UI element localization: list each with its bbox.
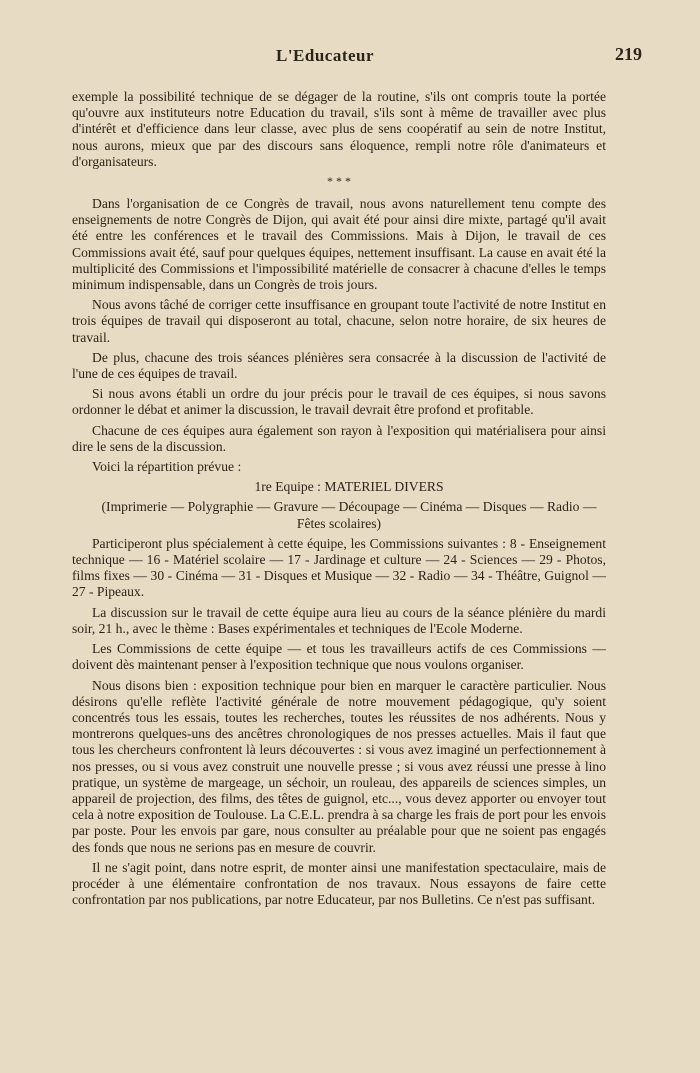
paragraph-4: De plus, chacune des trois séances plénières sera consacrée à la discussion de l'activité de l'une de ces équipes de travail. (72, 349, 606, 382)
page-header (0, 40, 700, 70)
paragraph-7: Voici la répartition prévue : (92, 459, 242, 475)
paragraph-12: Il ne s'agit point, dans notre esprit, de monter ainsi une manifestation spectaculaire, mais de procéder à une élémentaire confrontation de nos travaux. Nous essayons de faire cette confrontation par nos publications, par notre Educateur, par nos Bulletins. Ce n'est pas suffisant. (72, 859, 606, 908)
section-separator: * * * (327, 174, 351, 189)
paragraph-8: Participeront plus spécialement à cette équipe, les Commissions suivantes : 8 - Enseignement technique — 16 - Matériel scolaire — 17 - Jardinage et culture — 24 - Sciences — 29 - Photos, films fixes — 30 - Cinéma — 31 - Disques et Musique — 32 - Radio — 34 - Théâtre, Guignol — 27 - Pipeaux. (72, 535, 606, 600)
equipe-subheading: (Imprimerie — Polygraphie — Gravure — Découpage — Cinéma — Disques — Radio — Fêtes scolaires) (101, 499, 597, 531)
paragraph-6: Chacune de ces équipes aura également son rayon à l'exposition qui matérialisera pour ainsi dire le sens de la discussion. (72, 422, 606, 454)
journal-title: L'Educateur (276, 46, 375, 65)
paragraph-3: Nous avons tâché de corriger cette insuffisance en groupant toute l'activité de notre Institut en trois équipes de travail qui disposeront au total, chacune, selon notre horaire, de six heures de travail. (72, 297, 606, 345)
paragraph-5: Si nous avons établi un ordre du jour précis pour le travail de ces équipes, si nous savons ordonner le débat et animer la discussion, le travail devrait être profond et profitable. (72, 386, 606, 418)
equipe-heading: 1re Equipe : MATERIEL DIVERS (254, 479, 444, 495)
paragraph-9: La discussion sur le travail de cette équipe aura lieu au cours de la séance plénière du mardi soir, 21 h., avec le thème : Bases expérimentales et techniques de l'Ecole Moderne. (72, 604, 606, 636)
paragraph-2: Dans l'organisation de ce Congrès de travail, nous avons naturellement tenu compte des enseignements de notre Congrès de Dijon, qui avait été pour ainsi dire mixte, partagé qu'il avait été entre les conférences et le travail des Commissions. Mais à Dijon, le travail de ces Commissions avait été, sauf pour quelques équipes, nettement insuffisant. La cause en avait été la multiplicité des Commissions et l'impossibilité matérielle de consacrer à chacune d'elles le temps minimum indispensable, dans un Congrès de trois jours. (72, 196, 606, 293)
paragraph-1: exemple la possibilité technique de se dégager de la routine, s'ils ont compris toute la portée qu'ouvre aux instituteurs notre Education du travail, s'ils sont à même de travailler avec plus d'intérêt et d'efficience dans leur classe, avec plus de sens coopératif au sein de notre Institut, nous aurons, mieux que par des discours sans éloquence, rempli notre rôle d'animateurs et d'organisateurs. (72, 89, 606, 169)
paragraph-11: Nous disons bien : exposition technique pour bien en marquer le caractère particulier. Nous désirons qu'elle reflète l'activité générale de notre mouvement pédagogique, qu'y soient concentrés tous les essais, toutes les recherches, toutes les réussites de nos adhérents. Nous y montrerons quelques-uns des ancêtres chronologiques de nos presses actuelles. Mais il faut que tous les chercheurs confrontent là leurs découvertes : si vous avez imaginé un perfectionnement à nos presses, ou si vous avez construit une nouvelle presse ; si vous avez réussi une presse à lino pratique, un système de margeage, un séchoir, un rouleau, des appareils de sciences simples, un appareil de projection, des films, des têtes de guignol, etc..., vous devez apporter ou envoyer tout cela à notre exposition de Toulouse. La C.E.L. prendra à sa charge les frais de port pour les envois par poste. Pour les envois par gare, nous consulter au préalable pour que ne soient pas engagés des fonds que nous ne serions pas en mesure de couvrir. (72, 677, 606, 855)
page-number: 219 (615, 44, 642, 64)
paragraph-10: Les Commissions de cette équipe — et tous les travailleurs actifs de ces Commissions — doivent dès maintenant penser à l'exposition technique que nous voulons organiser. (72, 641, 606, 673)
article-body (72, 89, 606, 912)
